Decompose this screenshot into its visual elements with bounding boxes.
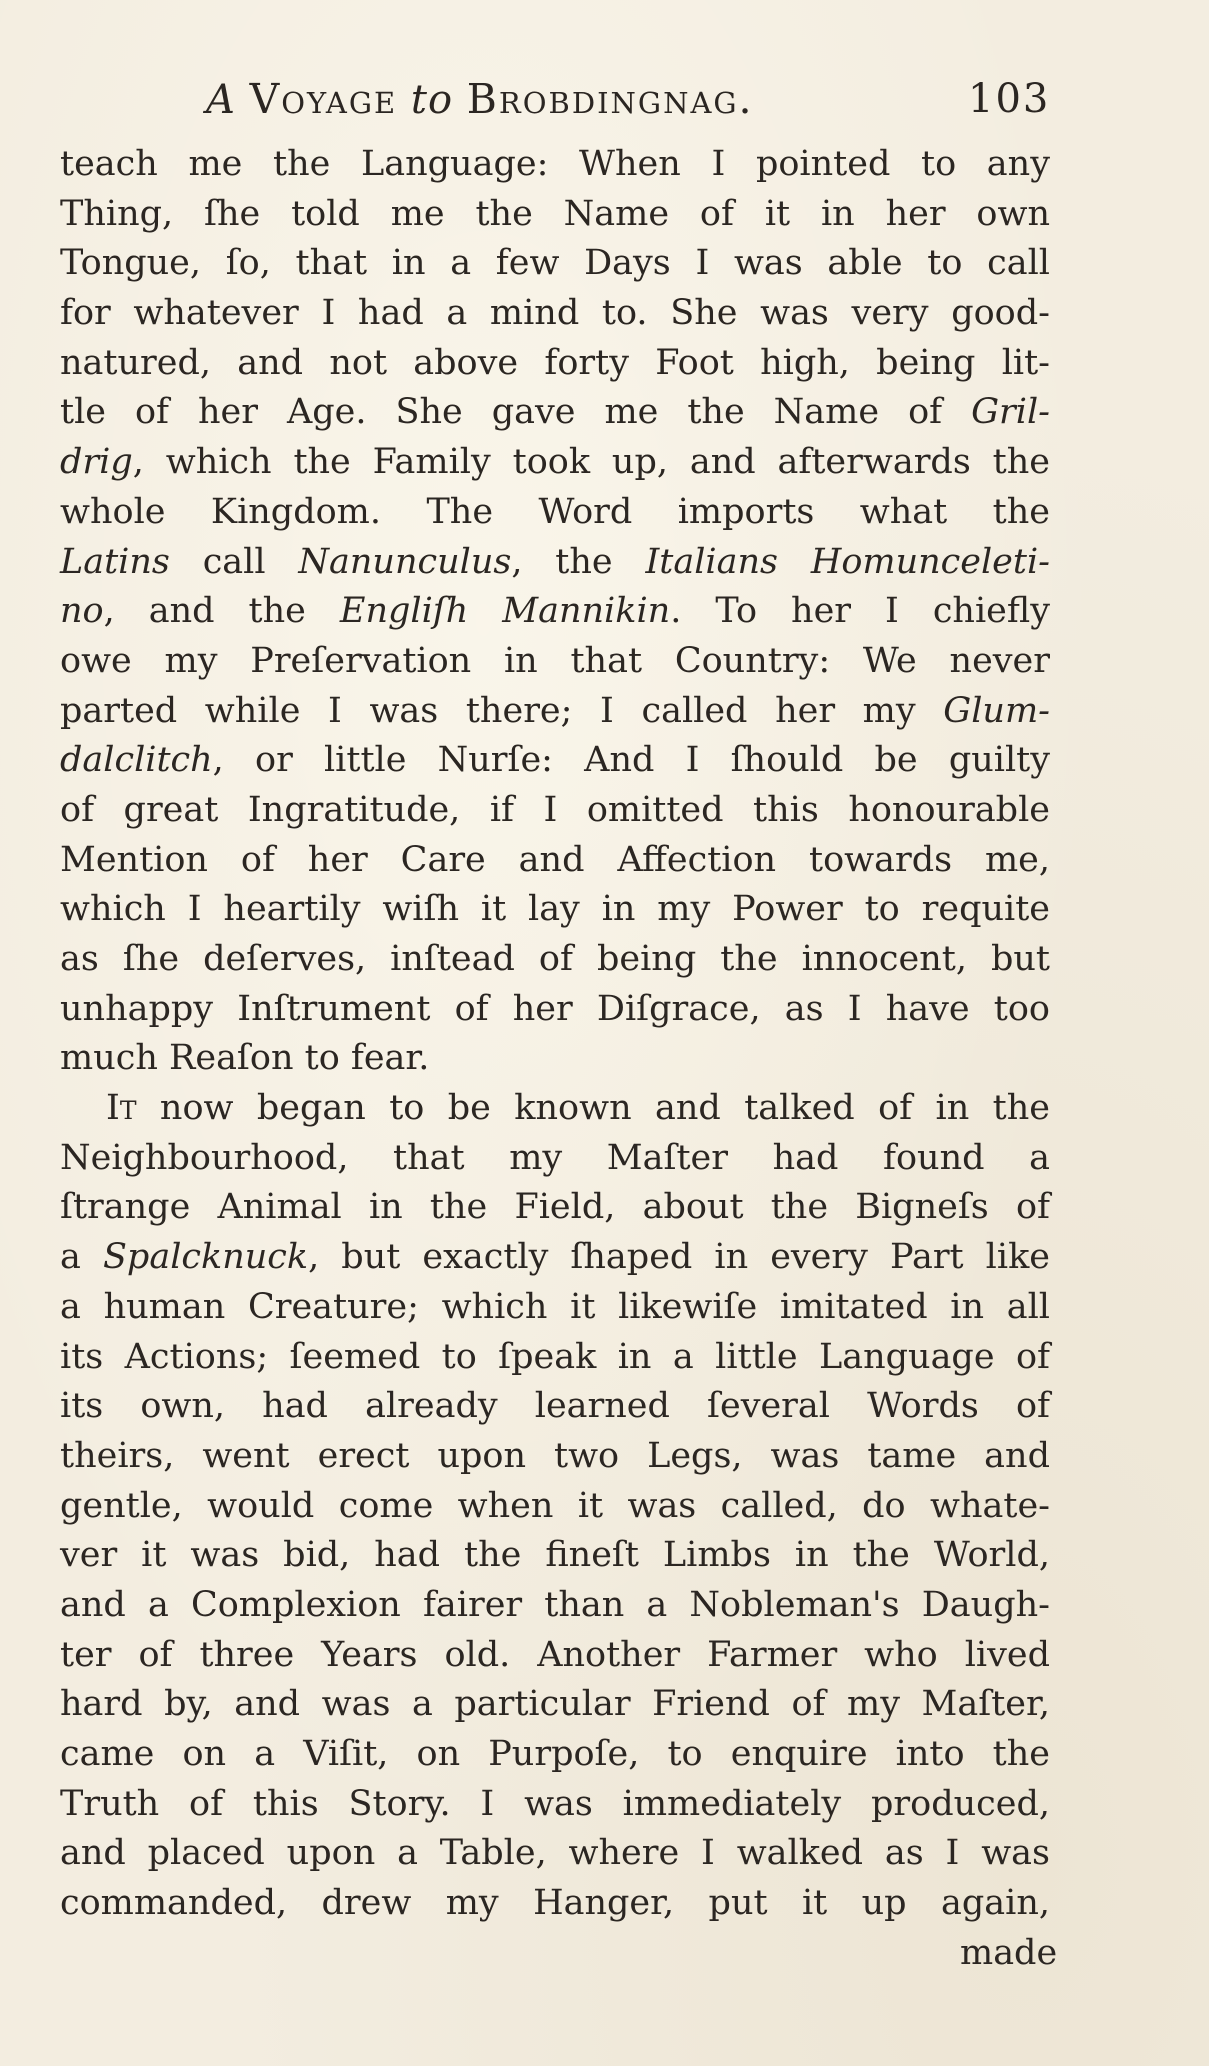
text-line: its Actions; ſeemed to ſpeak in a little Language of [60, 1336, 1050, 1377]
text-line [60, 736, 1050, 786]
text-line: theirs, went erect upon two Legs, was tame and [60, 1435, 1050, 1476]
text-run: call [169, 541, 299, 582]
italic-word: Spalcknuck [102, 1237, 309, 1278]
catchword: made [960, 1933, 1058, 1973]
text-run: , but exactly ſhaped in every Part like [308, 1237, 1050, 1278]
text-run: tle of her Age. She gave me the Name of [60, 392, 972, 433]
text-line: Tongue, ſo, that in a few Days I was able to call [60, 243, 1050, 284]
text-line [60, 538, 1050, 588]
text-line: Neighbourhood, that my Maſter had found a [60, 1137, 1050, 1178]
text-line: which I heartily wiſh it lay in my Power to requite [60, 889, 1050, 930]
text-run: parted while I was there; I called her my [60, 690, 944, 731]
paragraph-1 [60, 140, 1050, 1084]
text-line [60, 687, 1050, 737]
text-line: ter of three Years old. Another Farmer who lived [60, 1634, 1050, 1675]
text-line [60, 587, 1050, 637]
text-line [60, 1233, 1050, 1283]
italic-word: Homunceleti- [810, 541, 1050, 582]
text-line: ſtrange Animal in the Field, about the Bigneſs of [60, 1187, 1050, 1228]
running-title-article: A [206, 77, 236, 123]
italic-word: Engliſh Mannikin [339, 591, 671, 632]
text-line: for whatever I had a mind to. She was very good- [60, 293, 1050, 334]
text-line: and a Complexion fairer than a Nobleman's Daugh- [60, 1584, 1050, 1625]
running-title [206, 74, 754, 125]
body-text [60, 140, 1050, 1929]
text-run: now began to be known and talked of in the [136, 1088, 1050, 1129]
small-caps-word: It [106, 1088, 137, 1129]
text-line: a human Creature; which it likewiſe imitated in all [60, 1286, 1050, 1327]
text-line: and placed upon a Table, where I walked as I was [60, 1833, 1050, 1874]
text-line: came on a Viſit, on Purpoſe, to enquire into the [60, 1734, 1050, 1774]
text-line: natured, and not above forty Foot high, being lit- [60, 342, 1050, 383]
text-line: its own, had already learned ſeveral Words of [60, 1386, 1050, 1427]
italic-word: Latins [60, 541, 170, 582]
text-line: Mention of her Care and Affection towards me, [60, 839, 1050, 880]
text-line [60, 1084, 1050, 1134]
running-title-place: Brobdingnag. [466, 75, 754, 123]
text-line: gentle, would come when it was called, do whate- [60, 1485, 1050, 1526]
running-title-voyage: Voyage [249, 75, 398, 123]
paragraph-2 [60, 1084, 1050, 1929]
text-line [60, 388, 1050, 438]
text-line: owe my Preſervation in that Country: We never [60, 640, 1050, 681]
text-run: , or little Nurſe: And I ſhould be guilty [212, 740, 1050, 781]
text-line: Thing, ſhe told me the Name of it in her own [60, 193, 1050, 234]
italic-word: Nanunculus [298, 541, 512, 582]
italic-word: Italians [645, 541, 778, 582]
italic-word: Glum- [943, 690, 1050, 731]
text-run: , and the [103, 591, 340, 632]
text-line: unhappy Inſtrument of her Diſgrace, as I have too [60, 988, 1050, 1029]
text-line: teach me the Language: When I pointed to any [60, 144, 1050, 184]
page-number: 103 [968, 76, 1051, 122]
text-line: much Reaſon to fear. [60, 1038, 430, 1079]
italic-word: drig [60, 442, 133, 483]
text-line: Truth of this Story. I was immediately produced, [60, 1783, 1050, 1824]
text-run: , which the Family took up, and afterwards the [132, 442, 1050, 483]
text-run: a [60, 1237, 103, 1278]
text-line [60, 438, 1050, 488]
text-line: as ſhe deſerves, inſtead of being the innocent, but [60, 939, 1050, 979]
text-line: ver it was bid, had the fineſt Limbs in the World, [60, 1535, 1050, 1576]
italic-word: dalclitch [60, 740, 213, 781]
text-run: , the [511, 541, 646, 582]
running-title-to: to [410, 77, 454, 123]
italic-word: no [60, 591, 104, 632]
text-line: whole Kingdom. The Word imports what the [60, 491, 1050, 532]
text-run [778, 542, 811, 582]
page-header [0, 74, 1209, 124]
text-line: commanded, drew my Hanger, put it up again, [60, 1883, 1050, 1924]
text-line: hard by, and was a particular Friend of my Maſter, [60, 1684, 1050, 1725]
italic-word: Gril- [971, 392, 1050, 433]
text-line: of great Ingratitude, if I omitted this honourable [60, 789, 1050, 830]
text-run: . To her I chiefly [670, 591, 1051, 632]
